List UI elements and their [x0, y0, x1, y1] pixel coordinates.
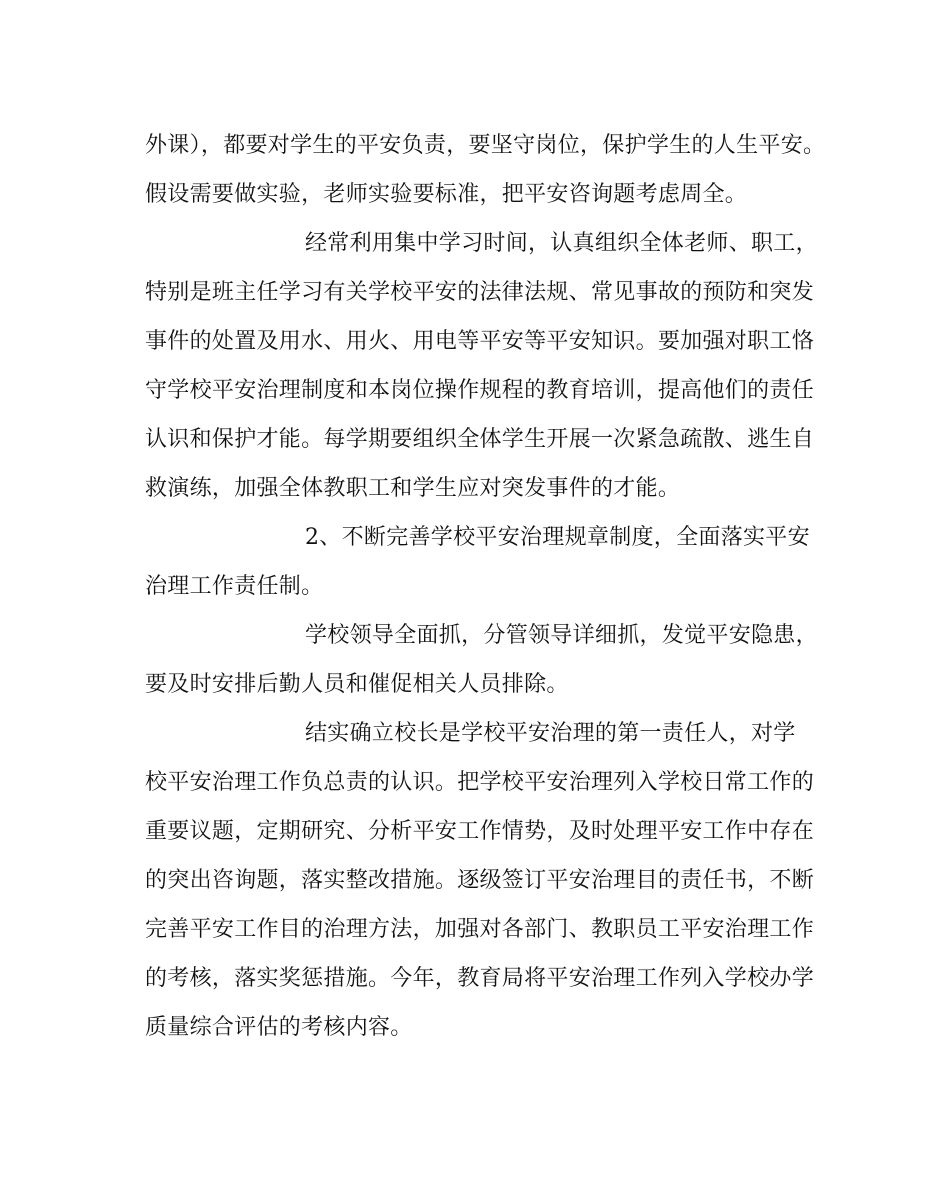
text-line: 守学校平安治理制度和本岗位操作规程的教育培训，提高他们的责任: [145, 378, 815, 403]
text-line: 完善平安工作目的治理方法，加强对各部门、教职员工平安治理工作: [145, 917, 815, 942]
section-heading-line: 治理工作责任制。: [145, 574, 324, 599]
text-line: 特别是班主任学习有关学校平安的法律法规、常见事故的预防和突发: [145, 280, 815, 305]
text-line: 校平安治理工作负总责的认识。把学校平安治理列入学校日常工作的: [145, 770, 815, 795]
section-heading-line: 2、不断完善学校平安治理规章制度，全面落实平安: [305, 525, 810, 550]
paragraph-start-line: 经常利用集中学习时间，认真组织全体老师、职工，: [305, 231, 818, 256]
text-line: 救演练，加强全体教职工和学生应对突发事件的才能。: [145, 476, 681, 501]
text-line: 假设需要做实验，老师实验要标准，把平安咨询题考虑周全。: [145, 182, 748, 207]
text-line: 认识和保护才能。每学期要组织全体学生开展一次紧急疏散、逃生自: [145, 427, 815, 452]
text-line: 要及时安排后勤人员和催促相关人员排除。: [145, 672, 569, 697]
text-line: 外课），都要对学生的平安负责，要坚守岗位，保护学生的人生平安。: [145, 133, 826, 158]
paragraph-start-line: 结实确立校长是学校平安治理的第一责任人，对学: [305, 721, 796, 746]
text-line: 事件的处置及用水、用火、用电等平安等平安知识。要加强对职工恪: [145, 329, 815, 354]
text-line: 的突出咨询题，落实整改措施。逐级签订平安治理目的责任书，不断: [145, 868, 815, 893]
text-line: 质量综合评估的考核内容。: [145, 1015, 413, 1040]
paragraph-start-line: 学校领导全面抓，分管领导详细抓，发觉平安隐患，: [305, 623, 818, 648]
text-line: 重要议题，定期研究、分析平安工作情势，及时处理平安工作中存在: [145, 819, 815, 844]
text-line: 的考核，落实奖惩措施。今年，教育局将平安治理工作列入学校办学: [145, 966, 815, 991]
